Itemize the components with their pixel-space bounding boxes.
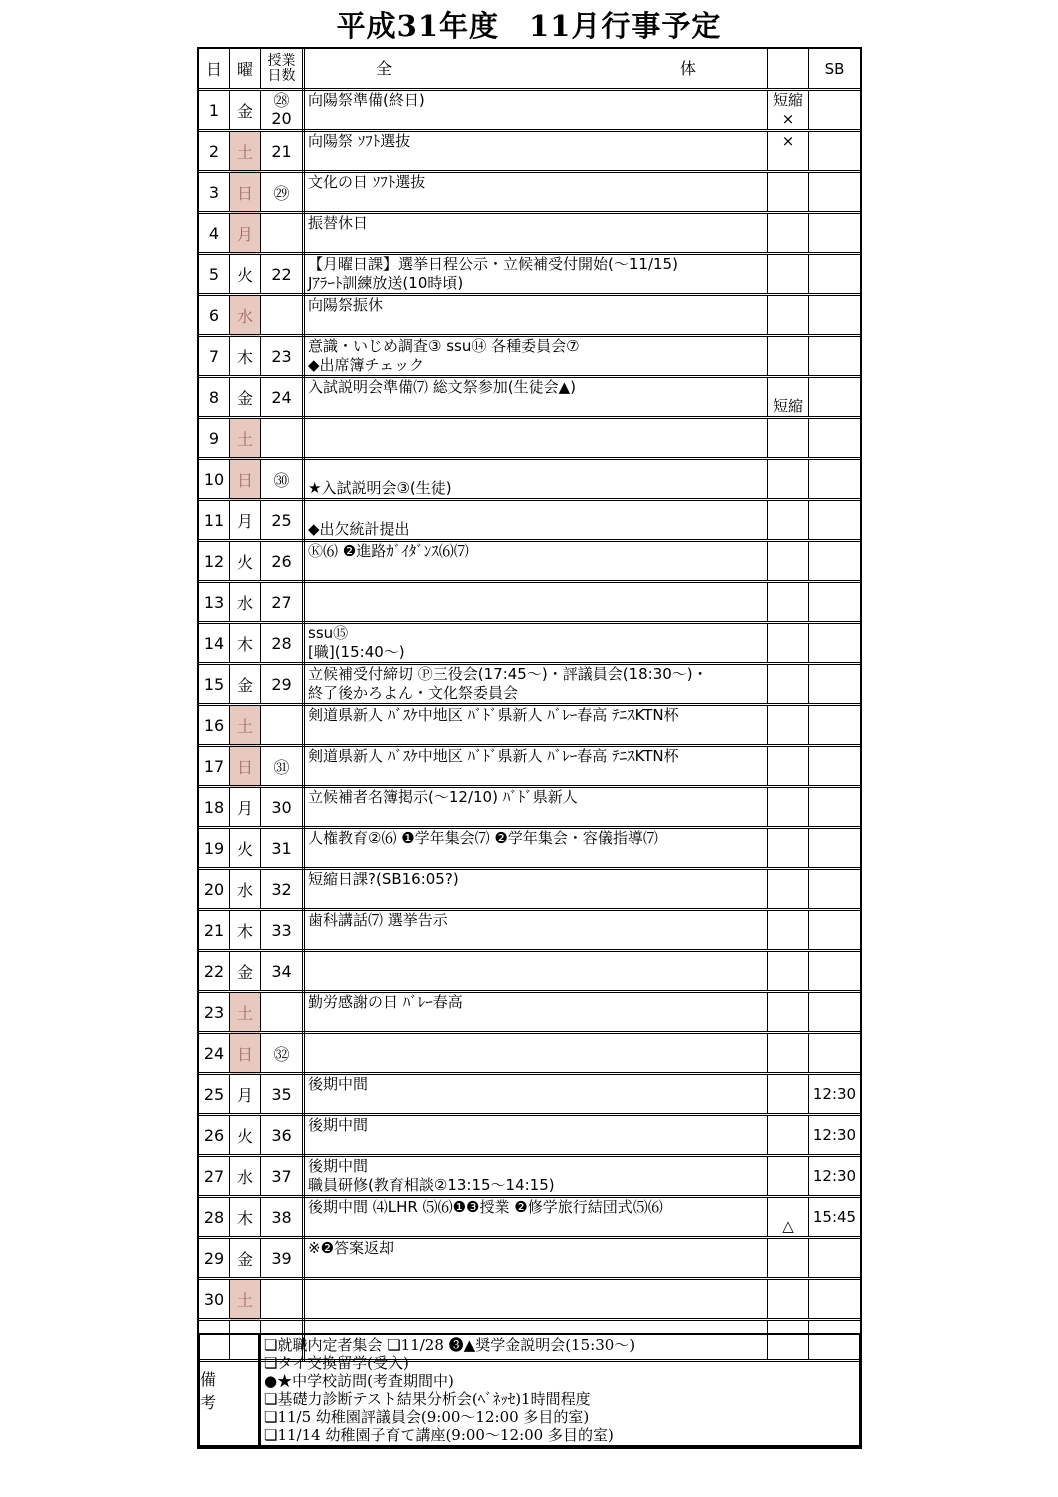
schedule-table bbox=[198, 48, 861, 1362]
weekday-cell: 火 bbox=[230, 541, 261, 582]
mark-cell bbox=[768, 172, 809, 213]
sb-cell bbox=[809, 459, 861, 500]
mark-cell bbox=[768, 623, 809, 664]
event-text: 向陽祭振休 bbox=[308, 296, 384, 314]
event-text: 向陽祭 ｿﾌﾄ選抜 bbox=[308, 132, 411, 150]
weekday-cell: 月 bbox=[230, 213, 261, 254]
events-cell bbox=[304, 623, 768, 664]
weekday-cell: 土 bbox=[230, 992, 261, 1033]
sb-cell: 12:30 bbox=[809, 1074, 861, 1115]
table-row bbox=[199, 336, 861, 377]
day-cell: 18 bbox=[199, 787, 230, 828]
events-cell bbox=[304, 582, 768, 623]
classdays-cell: 23 bbox=[261, 336, 304, 377]
event-text bbox=[308, 460, 767, 479]
mark-cell bbox=[768, 746, 809, 787]
classdays-cell: 27 bbox=[261, 582, 304, 623]
sb-cell bbox=[809, 705, 861, 746]
day-cell: 3 bbox=[199, 172, 230, 213]
table-row bbox=[199, 1033, 861, 1074]
day-cell: 27 bbox=[199, 1156, 230, 1197]
header-mark bbox=[768, 49, 809, 90]
sb-cell bbox=[809, 131, 861, 172]
event-text: 立候補者名簿掲示(～12/10) ﾊﾞﾄﾞ県新人 bbox=[308, 788, 578, 806]
classdays-cell bbox=[261, 213, 304, 254]
sb-cell bbox=[809, 254, 861, 295]
event-text: Jｱﾗｰﾄ訓練放送(10時頃) bbox=[308, 274, 464, 292]
weekday-cell: 金 bbox=[230, 1238, 261, 1279]
event-text: 向陽祭準備(終日) bbox=[308, 91, 425, 109]
sb-cell bbox=[809, 172, 861, 213]
table-row bbox=[199, 951, 861, 992]
classdays-cell: 36 bbox=[261, 1115, 304, 1156]
mark-cell bbox=[768, 828, 809, 869]
table-row bbox=[199, 1279, 861, 1320]
event-text: ◆出欠統計提出 bbox=[308, 520, 410, 538]
event-text: 立候補受付締切 Ⓟ三役会(17:45～)・評議員会(18:30～)・ bbox=[308, 665, 708, 683]
events-cell bbox=[304, 254, 768, 295]
events-cell bbox=[304, 951, 768, 992]
weekday-cell: 土 bbox=[230, 418, 261, 459]
event-text bbox=[308, 501, 767, 520]
mark-cell bbox=[768, 254, 809, 295]
sb-cell bbox=[809, 1033, 861, 1074]
classdays-cell bbox=[261, 1279, 304, 1320]
event-text: 意識・いじめ調査③ ssu⑭ 各種委員会⑦ bbox=[308, 337, 580, 355]
note-item: ●★中学校訪問(考査期間中) bbox=[264, 1372, 454, 1390]
events-cell bbox=[304, 1074, 768, 1115]
table-row bbox=[199, 623, 861, 664]
classdays-cell: 24 bbox=[261, 377, 304, 418]
table-row bbox=[199, 90, 861, 131]
events-cell bbox=[304, 1115, 768, 1156]
table-row bbox=[199, 172, 861, 213]
sb-cell: 12:30 bbox=[809, 1115, 861, 1156]
event-text: 短縮日課?(SB16:05?) bbox=[308, 870, 459, 888]
mark-line: × bbox=[781, 110, 795, 128]
mark-cell bbox=[768, 500, 809, 541]
event-text: ※❷答案返却 bbox=[308, 1239, 395, 1257]
day-cell: 6 bbox=[199, 295, 230, 336]
note-item: ❏就職内定者集会 ❏11/28 ❸▲奨学金説明会(15:30～) bbox=[264, 1336, 636, 1354]
day-cell: 25 bbox=[199, 1074, 230, 1115]
table-row bbox=[199, 1074, 861, 1115]
weekday-cell: 日 bbox=[230, 746, 261, 787]
events-cell bbox=[304, 459, 768, 500]
table-row bbox=[199, 131, 861, 172]
event-text: 人権教育②⑹ ❶学年集会⑺ ❷学年集会・容儀指導⑺ bbox=[308, 829, 658, 847]
weekday-cell: 金 bbox=[230, 90, 261, 131]
mark-line bbox=[768, 1198, 808, 1217]
mark-line: × bbox=[781, 132, 795, 150]
day-cell: 8 bbox=[199, 377, 230, 418]
mark-cell bbox=[768, 910, 809, 951]
events-cell bbox=[304, 1033, 768, 1074]
notes-body bbox=[258, 1333, 861, 1447]
table-row bbox=[199, 910, 861, 951]
table-row bbox=[199, 869, 861, 910]
mark-cell bbox=[768, 541, 809, 582]
sb-cell bbox=[809, 213, 861, 254]
events-cell bbox=[304, 172, 768, 213]
table-row bbox=[199, 418, 861, 459]
event-text: 剣道県新人 ﾊﾞｽｹ中地区 ﾊﾞﾄﾞ県新人 ﾊﾞﾚｰ春高 ﾃﾆｽKTN杯 bbox=[308, 747, 679, 765]
note-item: ❏11/14 幼稚園子育て講座(9:00～12:00 多目的室) bbox=[264, 1426, 614, 1444]
page-title: 平成31年度 11月行事予定 bbox=[336, 9, 722, 43]
mark-cell bbox=[768, 131, 809, 172]
day-cell: 22 bbox=[199, 951, 230, 992]
mark-cell bbox=[768, 1074, 809, 1115]
mark-cell bbox=[768, 705, 809, 746]
table-row bbox=[199, 992, 861, 1033]
events-cell bbox=[304, 1197, 768, 1238]
table-row bbox=[199, 664, 861, 705]
sb-cell bbox=[809, 787, 861, 828]
event-text: 後期中間 bbox=[308, 1157, 369, 1175]
classdays-cell: 26 bbox=[261, 541, 304, 582]
events-cell bbox=[304, 910, 768, 951]
weekday-cell: 木 bbox=[230, 910, 261, 951]
classdays-cell: 21 bbox=[261, 131, 304, 172]
events-cell bbox=[304, 213, 768, 254]
weekday-cell: 月 bbox=[230, 787, 261, 828]
event-text: 振替休日 bbox=[308, 214, 369, 232]
events-cell bbox=[304, 869, 768, 910]
mark-cell bbox=[768, 1033, 809, 1074]
table-row bbox=[199, 459, 861, 500]
table-row bbox=[199, 377, 861, 418]
table-row bbox=[199, 1238, 861, 1279]
table-row bbox=[199, 1115, 861, 1156]
events-cell bbox=[304, 664, 768, 705]
event-text: ★入試説明会③(生徒) bbox=[308, 479, 452, 497]
mark-cell bbox=[768, 459, 809, 500]
sb-cell bbox=[809, 623, 861, 664]
mark-cell bbox=[768, 1238, 809, 1279]
table-row bbox=[199, 787, 861, 828]
table-row bbox=[199, 254, 861, 295]
events-cell bbox=[304, 500, 768, 541]
events-cell bbox=[304, 90, 768, 131]
event-text: ssu⑮ bbox=[308, 624, 349, 642]
note-item: ❏11/5 幼稚園評議員会(9:00～12:00 多目的室) bbox=[264, 1408, 590, 1426]
header-classdays-line: 授業 bbox=[267, 52, 296, 69]
weekday-cell: 日 bbox=[230, 459, 261, 500]
day-cell: 23 bbox=[199, 992, 230, 1033]
events-cell bbox=[304, 418, 768, 459]
event-text: [職](15:40～) bbox=[308, 643, 405, 661]
mark-cell bbox=[768, 377, 809, 418]
sb-cell bbox=[809, 992, 861, 1033]
classdays-line: ㉘ bbox=[273, 91, 290, 110]
events-cell bbox=[304, 705, 768, 746]
weekday-cell: 土 bbox=[230, 705, 261, 746]
classdays-cell: ㉛ bbox=[261, 746, 304, 787]
sb-cell bbox=[809, 869, 861, 910]
table-row bbox=[199, 746, 861, 787]
weekday-cell: 水 bbox=[230, 869, 261, 910]
sb-cell bbox=[809, 541, 861, 582]
events-cell bbox=[304, 1156, 768, 1197]
day-cell: 13 bbox=[199, 582, 230, 623]
event-text: 終了後かろよん・文化祭委員会 bbox=[308, 684, 519, 702]
event-text: Ⓚ⑹ ❷進路ｶﾞｲﾀﾞﾝｽ⑹⑺ bbox=[308, 542, 469, 560]
note-item: ❏基礎力診断テスト結果分析会(ﾍﾞﾈｯｾ)1時間程度 bbox=[264, 1390, 591, 1408]
day-cell: 24 bbox=[199, 1033, 230, 1074]
events-cell bbox=[304, 541, 768, 582]
sb-cell: 12:30 bbox=[809, 1156, 861, 1197]
sb-cell bbox=[809, 90, 861, 131]
day-cell: 28 bbox=[199, 1197, 230, 1238]
event-text: 【月曜日課】選挙日程公示・立候補受付開始(～11/15) bbox=[308, 255, 678, 273]
table-row bbox=[199, 582, 861, 623]
weekday-cell: 水 bbox=[230, 1156, 261, 1197]
mark-cell bbox=[768, 418, 809, 459]
event-text: ◆出席簿チェック bbox=[308, 356, 425, 374]
mark-cell bbox=[768, 1115, 809, 1156]
day-cell: 10 bbox=[199, 459, 230, 500]
events-cell bbox=[304, 295, 768, 336]
day-cell: 7 bbox=[199, 336, 230, 377]
day-cell: 15 bbox=[199, 664, 230, 705]
events-cell bbox=[304, 1238, 768, 1279]
events-cell bbox=[304, 992, 768, 1033]
classdays-cell: 33 bbox=[261, 910, 304, 951]
events-cell bbox=[304, 746, 768, 787]
weekday-cell: 金 bbox=[230, 377, 261, 418]
classdays-cell: 35 bbox=[261, 1074, 304, 1115]
sb-cell bbox=[809, 828, 861, 869]
table-row bbox=[199, 1197, 861, 1238]
sb-cell bbox=[809, 582, 861, 623]
classdays-cell: 39 bbox=[261, 1238, 304, 1279]
event-text: 後期中間 bbox=[308, 1075, 369, 1093]
weekday-cell: 日 bbox=[230, 172, 261, 213]
mark-cell bbox=[768, 90, 809, 131]
mark-cell bbox=[768, 787, 809, 828]
day-cell: 1 bbox=[199, 90, 230, 131]
weekday-cell: 木 bbox=[230, 623, 261, 664]
mark-cell bbox=[768, 213, 809, 254]
weekday-cell: 金 bbox=[230, 664, 261, 705]
note-item: ❏タイ交換留学(受入) bbox=[264, 1354, 409, 1372]
header-weekday: 曜 bbox=[230, 49, 261, 90]
event-text: 勤労感謝の日 ﾊﾞﾚｰ春高 bbox=[308, 993, 463, 1011]
header-classdays bbox=[261, 49, 304, 90]
mark-cell bbox=[768, 664, 809, 705]
weekday-cell: 水 bbox=[230, 295, 261, 336]
event-text: 剣道県新人 ﾊﾞｽｹ中地区 ﾊﾞﾄﾞ県新人 ﾊﾞﾚｰ春高 ﾃﾆｽKTN杯 bbox=[308, 706, 679, 724]
mark-cell bbox=[768, 951, 809, 992]
classdays-cell: 37 bbox=[261, 1156, 304, 1197]
day-cell: 17 bbox=[199, 746, 230, 787]
weekday-cell: 水 bbox=[230, 582, 261, 623]
table-row bbox=[199, 213, 861, 254]
day-cell: 26 bbox=[199, 1115, 230, 1156]
day-cell: 14 bbox=[199, 623, 230, 664]
day-cell: 2 bbox=[199, 131, 230, 172]
events-cell bbox=[304, 828, 768, 869]
classdays-cell: ㉚ bbox=[261, 459, 304, 500]
notes-label: 備 考 bbox=[198, 1333, 260, 1447]
mark-cell bbox=[768, 1156, 809, 1197]
mark-cell bbox=[768, 336, 809, 377]
sb-cell bbox=[809, 500, 861, 541]
weekday-cell: 月 bbox=[230, 500, 261, 541]
day-cell: 4 bbox=[199, 213, 230, 254]
table-header-row bbox=[199, 49, 861, 90]
sb-cell bbox=[809, 1279, 861, 1320]
classdays-cell bbox=[261, 295, 304, 336]
classdays-cell: 29 bbox=[261, 664, 304, 705]
event-text: 後期中間 bbox=[308, 1116, 369, 1134]
event-text: 入試説明会準備⑺ 総文祭参加(生徒会▲) bbox=[308, 378, 577, 396]
event-text: 後期中間 ⑷LHR ⑸⑹❶❸授業 ❷修学旅行結団式⑸⑹ bbox=[308, 1198, 663, 1216]
sb-cell bbox=[809, 1238, 861, 1279]
classdays-cell bbox=[261, 418, 304, 459]
header-sb: SB bbox=[809, 49, 861, 90]
header-day: 日 bbox=[199, 49, 230, 90]
day-cell: 12 bbox=[199, 541, 230, 582]
sb-cell bbox=[809, 951, 861, 992]
table-row bbox=[199, 541, 861, 582]
mark-cell bbox=[768, 295, 809, 336]
day-cell: 11 bbox=[199, 500, 230, 541]
table-row bbox=[199, 295, 861, 336]
sb-cell bbox=[809, 418, 861, 459]
mark-line bbox=[768, 378, 808, 397]
day-cell: 16 bbox=[199, 705, 230, 746]
mark-cell bbox=[768, 1279, 809, 1320]
events-cell bbox=[304, 787, 768, 828]
mark-line: 短縮 bbox=[772, 397, 803, 415]
classdays-cell: 34 bbox=[261, 951, 304, 992]
table-row bbox=[199, 828, 861, 869]
weekday-cell: 火 bbox=[230, 828, 261, 869]
classdays-cell: ㉙ bbox=[261, 172, 304, 213]
day-cell: 30 bbox=[199, 1279, 230, 1320]
day-cell: 29 bbox=[199, 1238, 230, 1279]
day-cell: 9 bbox=[199, 418, 230, 459]
weekday-cell: 月 bbox=[230, 1074, 261, 1115]
weekday-cell: 木 bbox=[230, 336, 261, 377]
classdays-cell: 32 bbox=[261, 869, 304, 910]
mark-cell bbox=[768, 1197, 809, 1238]
sb-cell bbox=[809, 377, 861, 418]
sb-cell bbox=[809, 746, 861, 787]
events-cell bbox=[304, 377, 768, 418]
classdays-cell: 38 bbox=[261, 1197, 304, 1238]
event-text: 職員研修(教育相談②13:15～14:15) bbox=[308, 1176, 555, 1194]
classdays-cell: ㉜ bbox=[261, 1033, 304, 1074]
events-cell bbox=[304, 336, 768, 377]
weekday-cell: 土 bbox=[230, 1279, 261, 1320]
event-text: 歯科講話⑺ 選挙告示 bbox=[308, 911, 448, 929]
classdays-cell bbox=[261, 705, 304, 746]
day-cell: 21 bbox=[199, 910, 230, 951]
sb-cell: 15:45 bbox=[809, 1197, 861, 1238]
mark-cell bbox=[768, 582, 809, 623]
mark-line: 短縮 bbox=[772, 91, 803, 109]
mark-line: △ bbox=[782, 1217, 794, 1235]
classdays-cell: 25 bbox=[261, 500, 304, 541]
classdays-cell: 31 bbox=[261, 828, 304, 869]
table-row bbox=[199, 705, 861, 746]
table-row bbox=[199, 1156, 861, 1197]
sb-cell bbox=[809, 336, 861, 377]
weekday-cell: 金 bbox=[230, 951, 261, 992]
table-row bbox=[199, 500, 861, 541]
weekday-cell: 土 bbox=[230, 131, 261, 172]
mark-cell bbox=[768, 869, 809, 910]
classdays-cell: 30 bbox=[261, 787, 304, 828]
weekday-cell: 火 bbox=[230, 254, 261, 295]
classdays-cell bbox=[261, 992, 304, 1033]
header-all: 全 体 bbox=[304, 49, 768, 90]
weekday-cell: 日 bbox=[230, 1033, 261, 1074]
event-text: 文化の日 ｿﾌﾄ選抜 bbox=[308, 173, 426, 191]
day-cell: 5 bbox=[199, 254, 230, 295]
weekday-cell: 木 bbox=[230, 1197, 261, 1238]
weekday-cell: 火 bbox=[230, 1115, 261, 1156]
events-cell bbox=[304, 1279, 768, 1320]
classdays-cell: 22 bbox=[261, 254, 304, 295]
day-cell: 20 bbox=[199, 869, 230, 910]
header-classdays-line: 日数 bbox=[267, 67, 296, 84]
sb-cell bbox=[809, 295, 861, 336]
sb-cell bbox=[809, 664, 861, 705]
mark-cell bbox=[768, 992, 809, 1033]
classdays-line: 20 bbox=[271, 109, 292, 128]
events-cell bbox=[304, 131, 768, 172]
sb-cell bbox=[809, 910, 861, 951]
day-cell: 19 bbox=[199, 828, 230, 869]
classdays-cell bbox=[261, 90, 304, 131]
classdays-cell: 28 bbox=[261, 623, 304, 664]
